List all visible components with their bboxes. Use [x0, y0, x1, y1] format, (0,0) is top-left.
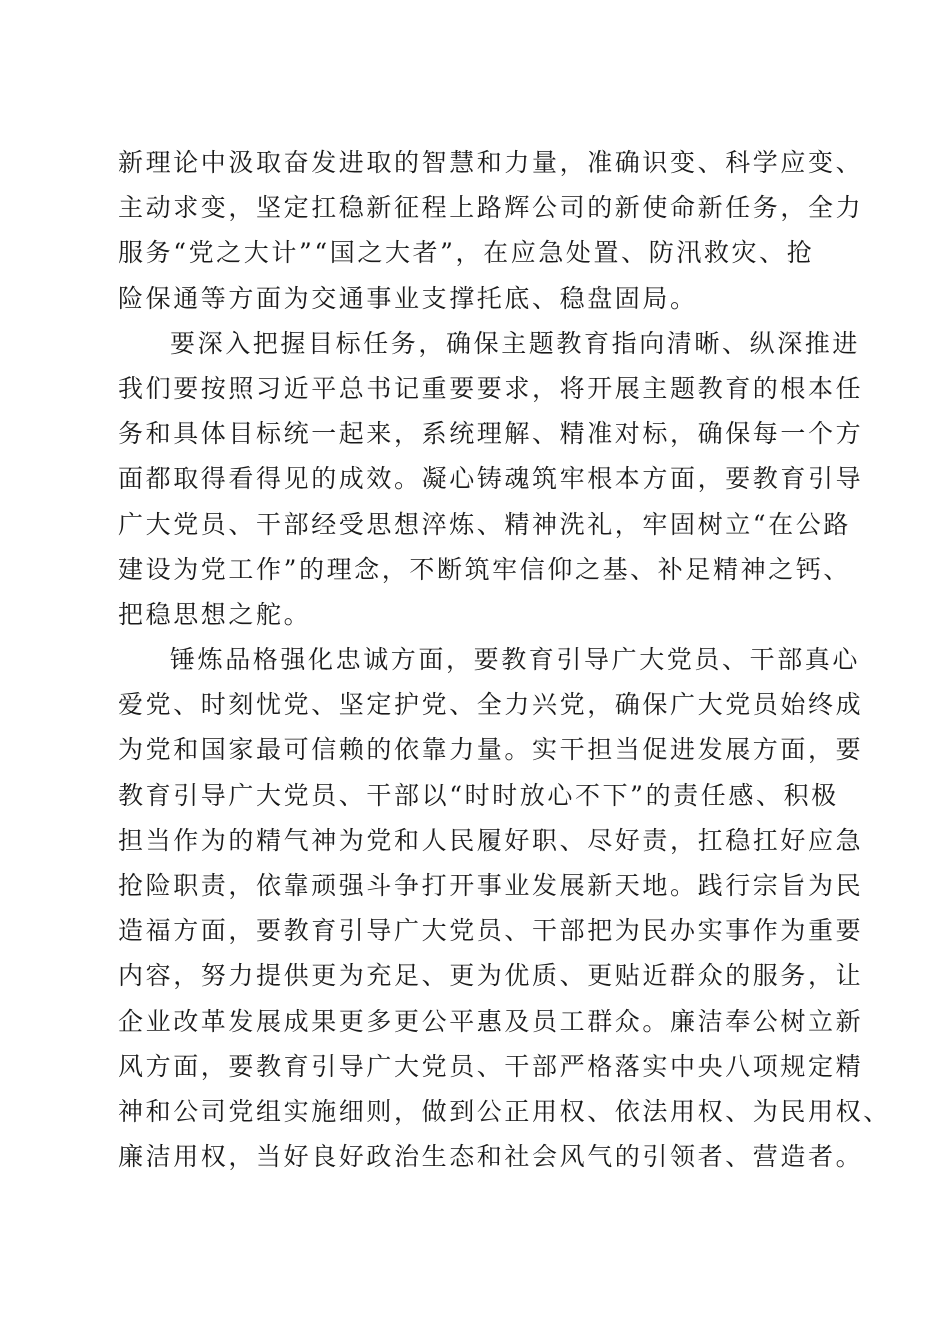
paragraph-line: 神和公司党组实施细则，做到公正用权、依法用权、为民用权、 — [118, 1096, 891, 1126]
paragraph-first-line: 要深入把握目标任务，确保主题教育指向清晰、纵深推进 — [170, 328, 861, 358]
paragraph-line: 教育引导广大党员、干部以“时时放心不下”的责任感、积极 — [118, 780, 839, 810]
paragraph-line: 廉洁用权，当好良好政治生态和社会风气的引领者、营造者。 — [118, 1142, 864, 1172]
paragraph-line: 把稳思想之舵。 — [118, 599, 312, 629]
paragraph-line: 抢险职责，依靠顽强斗争打开事业发展新天地。践行宗旨为民 — [118, 871, 864, 900]
paragraph-line: 担当作为的精气神为党和人民履好职、尽好责，扛稳扛好应急 — [118, 825, 864, 855]
paragraph-line: 风方面，要教育引导广大党员、干部严格落实中央八项规定精 — [118, 1051, 864, 1081]
paragraph-line: 广大党员、干部经受思想淬炼、精神洗礼，牢固树立“在公路 — [118, 509, 851, 539]
paragraph-first-line: 锤炼品格强化忠诚方面，要教育引导广大党员、干部真心 — [170, 645, 861, 675]
paragraph-line: 爱党、时刻忧党、坚定护党、全力兴党，确保广大党员始终成 — [118, 690, 864, 720]
paragraph-line: 我们要按照习近平总书记重要要求，将开展主题教育的根本任 — [118, 373, 864, 403]
paragraph-line: 新理论中汲取奋发进取的智慧和力量，准确识变、科学应变、 — [118, 148, 864, 177]
paragraph-line: 务和具体目标统一起来，系统理解、精准对标，确保每一个方 — [118, 419, 864, 449]
paragraph-line: 建设为党工作”的理念，不断筑牢信仰之基、补足精神之钙、 — [118, 554, 851, 584]
paragraph-line: 企业改革发展成果更多更公平惠及员工群众。廉洁奉公树立新 — [118, 1006, 864, 1036]
paragraph-line: 造福方面，要教育引导广大党员、干部把为民办实事作为重要 — [118, 916, 864, 946]
paragraph-line: 内容，努力提供更为充足、更为优质、更贴近群众的服务，让 — [118, 961, 864, 991]
paragraph-line: 面都取得看得见的成效。凝心铸魂筑牢根本方面，要教育引导 — [118, 464, 864, 494]
paragraph-line: 为党和国家最可信赖的依靠力量。实干担当促进发展方面，要 — [118, 735, 864, 765]
paragraph-line: 服务“党之大计”“国之大者”，在应急处置、防汛救灾、抢 — [118, 238, 815, 268]
paragraph-line: 主动求变，坚定扛稳新征程上路辉公司的新使命新任务，全力 — [118, 193, 864, 223]
document-body — [118, 140, 891, 1179]
paragraph-line: 险保通等方面为交通事业支撑托底、稳盘固局。 — [118, 283, 698, 313]
